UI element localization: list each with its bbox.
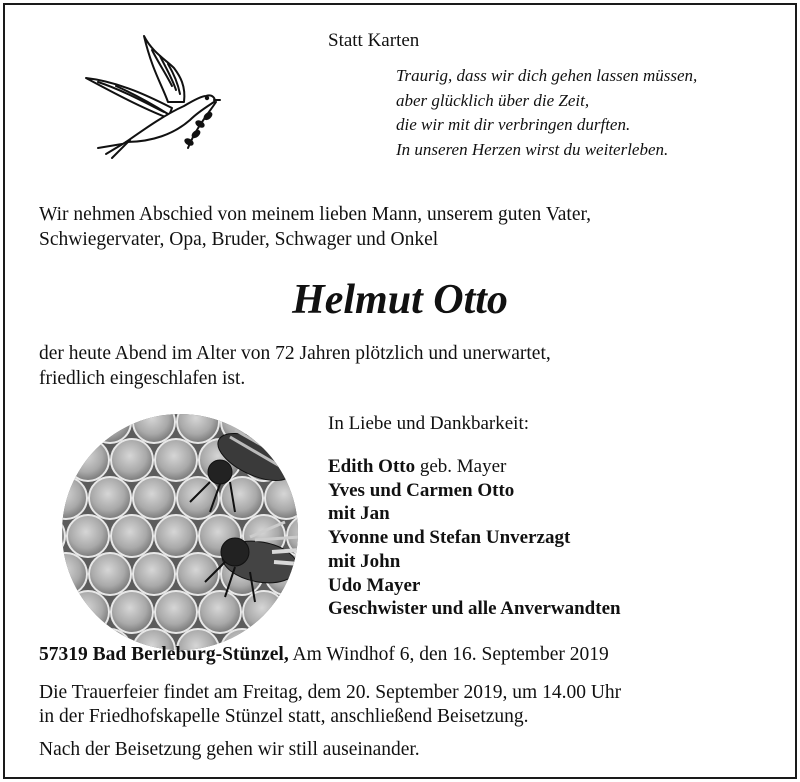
mourner-line: Edith Otto geb. Mayer	[328, 456, 507, 477]
honeycomb-cell	[177, 477, 219, 519]
poem-line: In unseren Herzen wirst du weiterleben.	[396, 139, 669, 159]
honeycomb-cell	[155, 591, 197, 633]
address-place: 57319 Bad Berleburg-Stünzel,	[39, 644, 289, 665]
deceased-name: Helmut Otto	[292, 277, 508, 323]
mourner-line: mit John	[328, 550, 401, 572]
mourners-intro: In Liebe und Dankbarkeit:	[328, 413, 530, 434]
honeycomb-cell	[111, 439, 153, 481]
intro-text	[39, 202, 591, 252]
honeycomb-cell	[265, 412, 300, 443]
intro-line: Wir nehmen Abschied von meinem lieben Mann, unserem guten Vater,	[39, 204, 592, 225]
death-line: friedlich eingeschlafen ist.	[39, 368, 246, 389]
honeycomb-cell	[111, 515, 153, 557]
mourner-line: mit Jan	[328, 503, 390, 525]
honeycomb-cell	[67, 591, 109, 633]
honeycomb-cell	[155, 515, 197, 557]
funeral-info	[39, 681, 621, 728]
poem-line: aber glücklich über die Zeit,	[396, 90, 590, 110]
intro-line: Schwiegervater, Opa, Bruder, Schwager und Onkel	[39, 229, 439, 250]
mourner-line: Geschwister und alle Anverwandten	[328, 598, 621, 620]
poem-line: die wir mit dir verbringen durften.	[396, 115, 631, 134]
death-text	[39, 341, 551, 391]
honeycomb-cell	[155, 439, 197, 481]
poem-line: Traurig, dass wir dich gehen lassen müssen,	[396, 66, 698, 85]
honeycomb-cell	[60, 439, 65, 481]
honeycomb-cell	[287, 439, 300, 481]
mourner-line: Yves und Carmen Otto	[328, 479, 515, 501]
honeycomb-cell	[67, 439, 109, 481]
honeycomb-cell	[133, 412, 175, 443]
mourner-line: Yvonne und Stefan Unverzagt	[328, 527, 571, 549]
honeycomb-cell	[221, 477, 263, 519]
honeycomb-image	[60, 412, 300, 652]
honeycomb-cell	[133, 553, 175, 595]
mourners-list	[328, 455, 621, 621]
honeycomb-cell	[111, 591, 153, 633]
header-title: Statt Karten	[328, 30, 420, 51]
funeral-line: Die Trauerfeier findet am Freitag, dem 20. September 2019, um 14.00 Uhr	[39, 682, 622, 703]
honeycomb-cell	[177, 412, 219, 443]
honeycomb-cell	[60, 591, 65, 633]
funeral-line: in der Friedhofskapelle Stünzel statt, anschließend Beisetzung.	[39, 705, 529, 727]
honeycomb-cell	[89, 412, 131, 443]
honeycomb-cell	[89, 477, 131, 519]
honeycomb-cell	[243, 591, 285, 633]
honeycomb-cell	[199, 591, 241, 633]
honeycomb-cell	[60, 412, 87, 443]
address-line	[39, 644, 609, 666]
death-line: der heute Abend im Alter von 72 Jahren plötzlich und unerwartet,	[39, 343, 551, 364]
dove-icon	[76, 30, 221, 160]
after-note: Nach der Beisetzung gehen wir still auseinander.	[39, 739, 420, 760]
honeycomb-cell	[67, 515, 109, 557]
mourner-line: Udo Mayer	[328, 574, 421, 596]
honeycomb-cell	[133, 477, 175, 519]
honeycomb-cell	[89, 553, 131, 595]
address-rest: Am Windhof 6, den 16. September 2019	[288, 644, 609, 665]
honeycomb-cell	[287, 591, 300, 633]
poem	[396, 64, 697, 162]
honeycomb-cell	[265, 477, 300, 519]
